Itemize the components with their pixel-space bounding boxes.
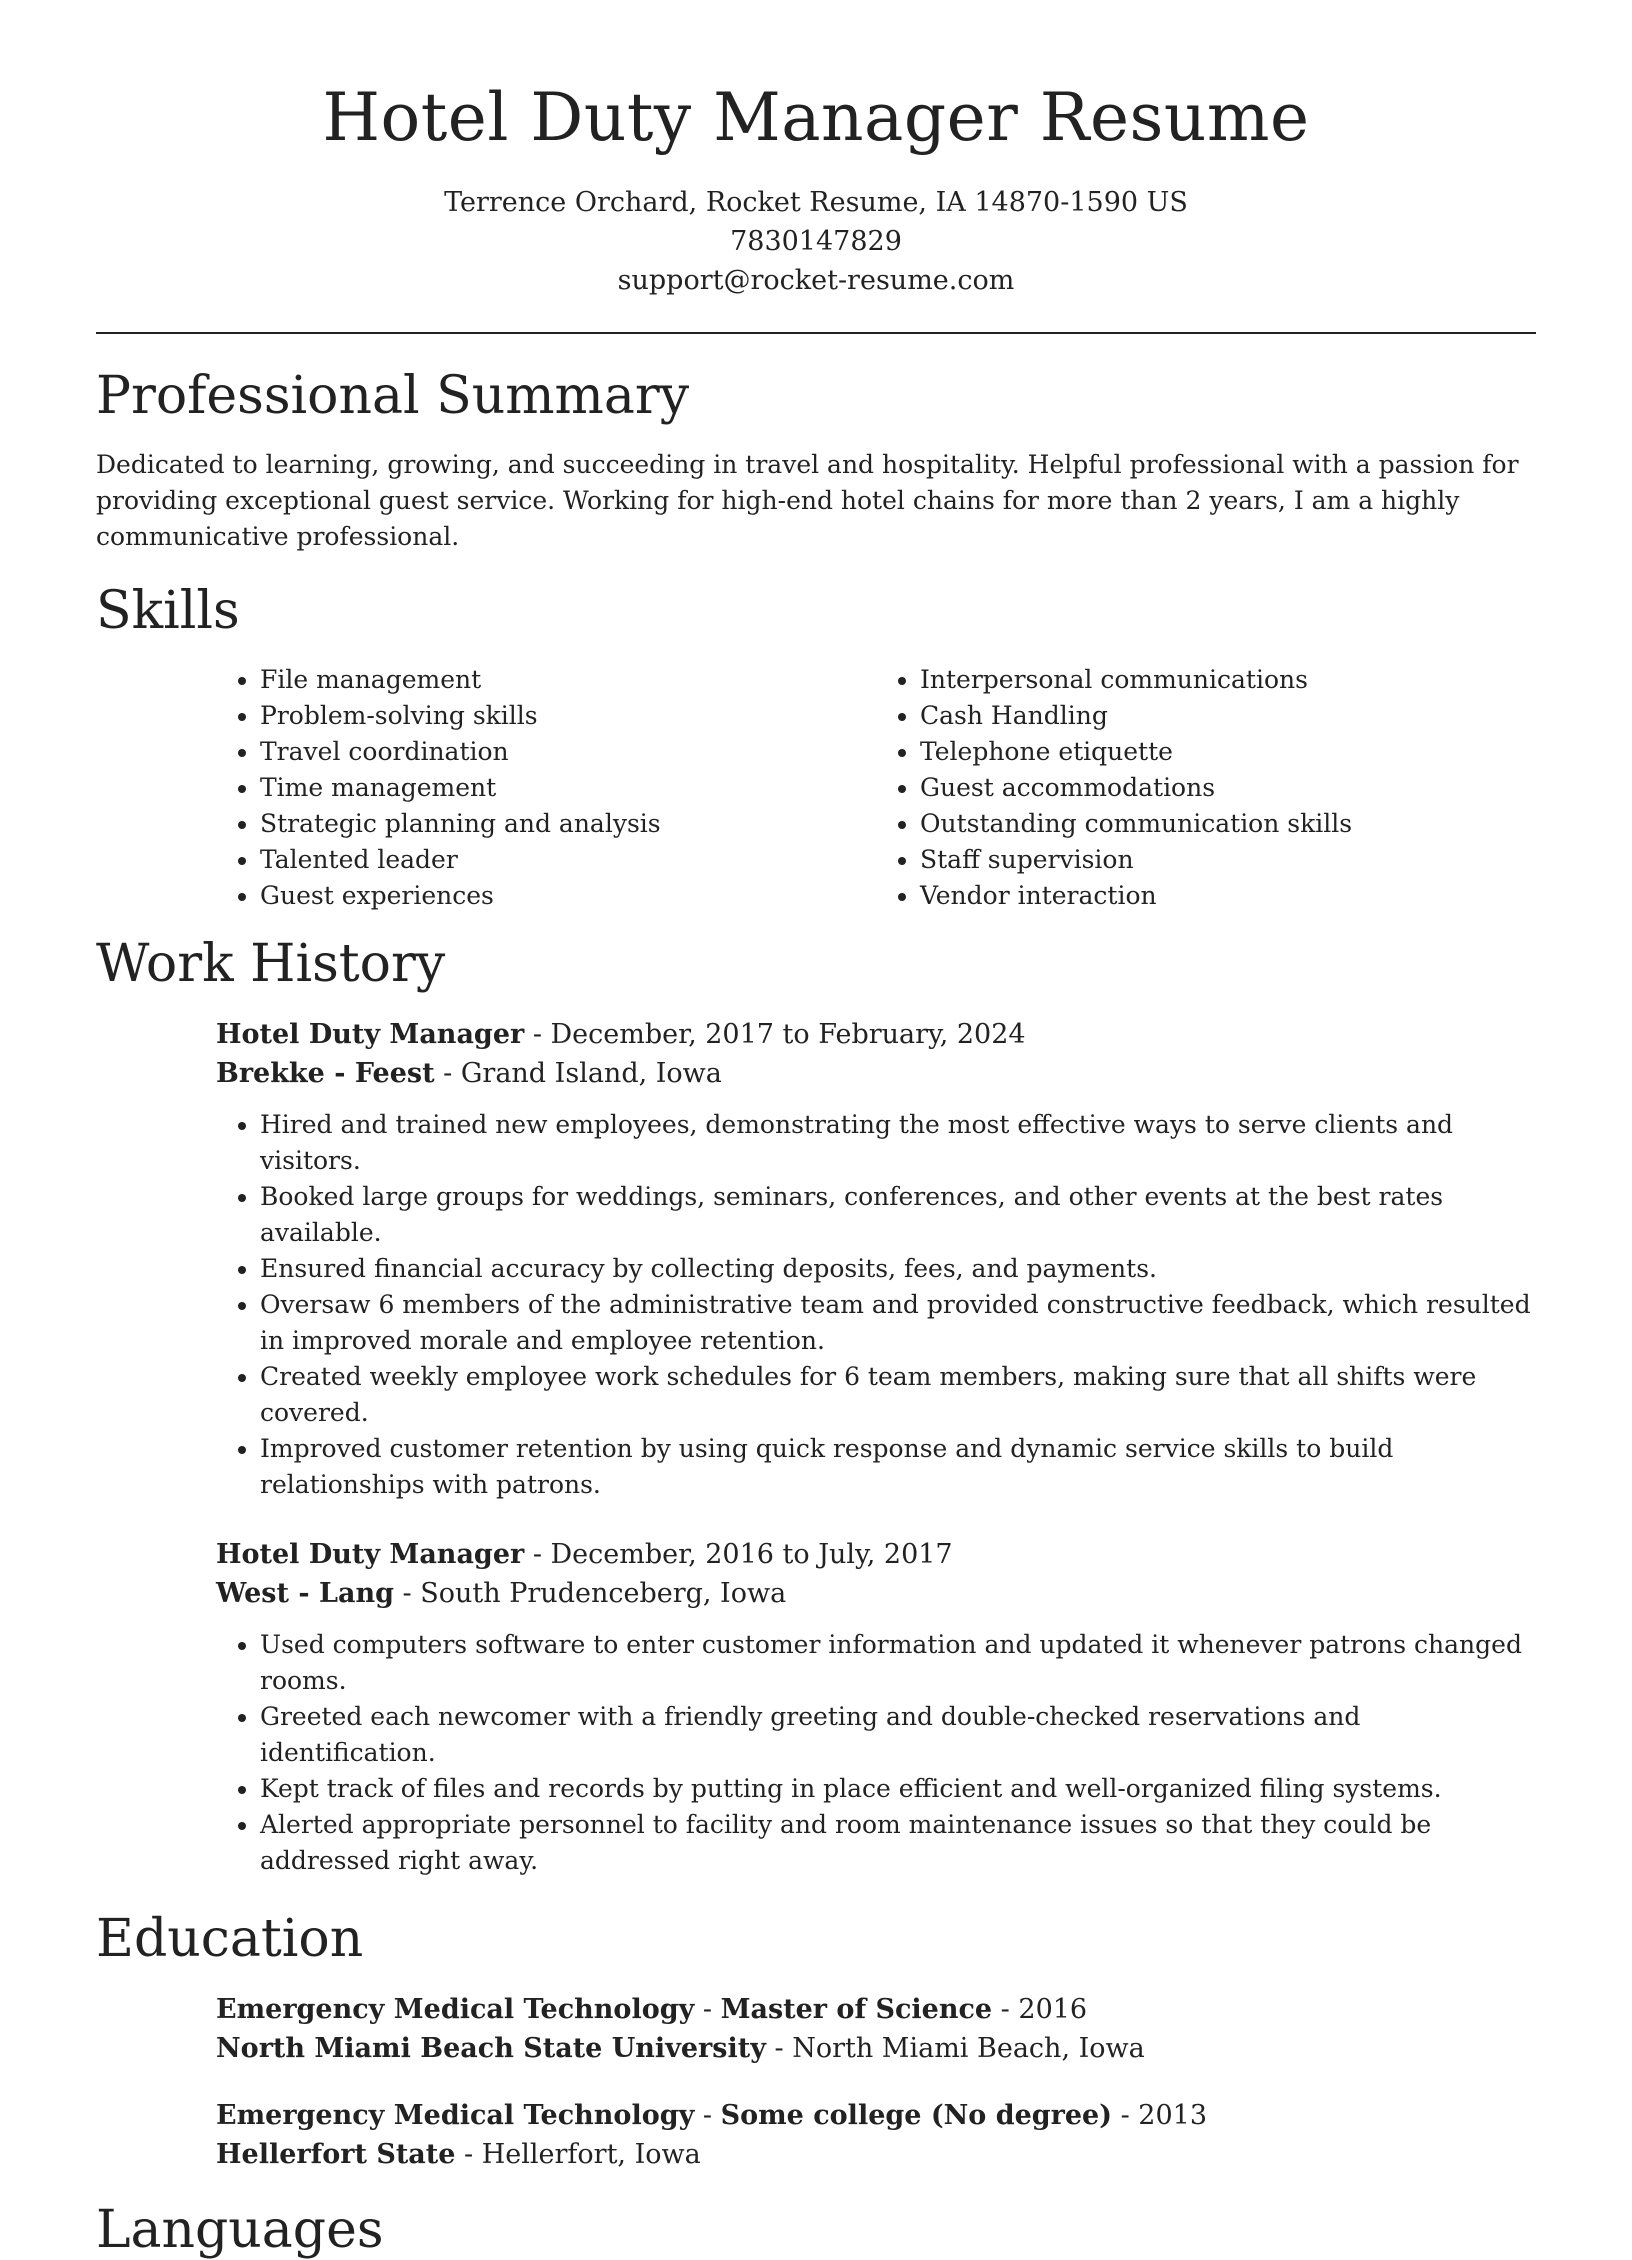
job-bullet: • Kept track of files and records by putting in place efficient and well-organized filing systems. [260, 1771, 1536, 1807]
contact-address: Terrence Orchard, Rocket Resume, IA 14870-1590 US [444, 186, 1188, 218]
summary-section [96, 365, 1536, 555]
skill-item: • Interpersonal communications [920, 662, 1536, 698]
skill-item: • Problem-solving skills [260, 698, 876, 734]
education-degree: Master of Science [720, 1994, 993, 2026]
skills-list-right [876, 662, 1536, 914]
education-field: Emergency Medical Technology [216, 2100, 695, 2132]
education-degree: Some college (No degree) [720, 2100, 1112, 2132]
job-company-line: West - Lang - South Prudenceberg, Iowa [216, 1578, 787, 1610]
job-bullet: • Alerted appropriate personnel to facility and room maintenance issues so that they could be addressed right away. [260, 1807, 1536, 1879]
contact-phone: 7830147829 [730, 225, 902, 257]
skill-item: • Strategic planning and analysis [260, 806, 876, 842]
education-year: 2016 [1018, 1994, 1088, 2026]
contact-email: support@rocket-resume.com [617, 264, 1015, 296]
job-bullet: • Created weekly employee work schedules for 6 team members, making sure that all shifts were covered. [260, 1359, 1536, 1431]
skill-item: • Travel coordination [260, 734, 876, 770]
job-bullet: • Hired and trained new employees, demonstrating the most effective ways to serve clients and visitors. [260, 1107, 1536, 1179]
education-heading: Education [96, 1909, 364, 1970]
job-bullets [216, 1107, 1536, 1503]
job-location: Grand Island, Iowa [460, 1058, 722, 1090]
job-bullet: • Used computers software to enter customer information and updated it whenever patrons changed rooms. [260, 1627, 1536, 1699]
work-history-section [96, 933, 1536, 1879]
summary-heading: Professional Summary [96, 365, 690, 426]
job-bullet: • Ensured financial accuracy by collecting deposits, fees, and payments. [260, 1251, 1536, 1287]
job-bullets [216, 1627, 1536, 1879]
job-bullet: • Greeted each newcomer with a friendly greeting and double-checked reservations and identification. [260, 1699, 1536, 1771]
job-bullet: • Oversaw 6 members of the administrative team and provided constructive feedback, which resulted in improved morale and employee retention. [260, 1287, 1536, 1359]
skill-item: • Cash Handling [920, 698, 1536, 734]
job-bullet: • Improved customer retention by using quick response and dynamic service skills to build relationships with patrons. [260, 1431, 1536, 1503]
education-location: North Miami Beach, Iowa [792, 2033, 1145, 2065]
education-school: North Miami Beach State University [216, 2033, 766, 2065]
education-section [96, 1911, 1536, 2174]
education-year: 2013 [1138, 2100, 1208, 2132]
education-entry [216, 1990, 1536, 2068]
skill-item: • File management [260, 662, 876, 698]
skill-item: • Outstanding communication skills [920, 806, 1536, 842]
job-dates: December, 2017 to February, 2024 [550, 1019, 1026, 1051]
languages-heading: Languages [96, 2200, 384, 2260]
skill-item: • Guest experiences [260, 878, 876, 914]
skill-item: • Time management [260, 770, 876, 806]
job-entry [216, 1535, 1536, 1879]
job-title: Hotel Duty Manager [216, 1019, 525, 1051]
summary-text: Dedicated to learning, growing, and succeeding in travel and hospitality. Helpful professional with a passion for providing exceptional guest service. Working for high-end hotel chains for more than 2 years, I am a highly communicative professional. [96, 449, 1519, 551]
skill-item: • Telephone etiquette [920, 734, 1536, 770]
education-school: Hellerfort State [216, 2139, 456, 2171]
job-dates: December, 2016 to July, 2017 [550, 1539, 953, 1571]
education-school-line: Hellerfort State - Hellerfort, Iowa [216, 2139, 701, 2171]
skill-item: • Talented leader [260, 842, 876, 878]
education-location: Hellerfort, Iowa [481, 2139, 701, 2171]
work-history-heading: Work History [96, 933, 446, 994]
header-divider [96, 332, 1536, 334]
skills-heading: Skills [96, 580, 240, 641]
job-title-line: Hotel Duty Manager - December, 2017 to February, 2024 [216, 1019, 1026, 1051]
job-title: Hotel Duty Manager [216, 1539, 525, 1571]
job-title-line: Hotel Duty Manager - December, 2016 to July, 2017 [216, 1539, 953, 1571]
page-title: Hotel Duty Manager Resume [322, 79, 1310, 156]
education-school-line: North Miami Beach State University - North Miami Beach, Iowa [216, 2033, 1145, 2065]
skill-item: • Guest accommodations [920, 770, 1536, 806]
skill-item: • Staff supervision [920, 842, 1536, 878]
education-degree-line: Emergency Medical Technology - Some college (No degree) - 2013 [216, 2100, 1208, 2132]
job-company: West - Lang [216, 1578, 394, 1610]
skills-section [96, 580, 1536, 914]
resume-header [96, 0, 1536, 300]
job-company-line: Brekke - Feest - Grand Island, Iowa [216, 1058, 722, 1090]
skills-columns [216, 662, 1536, 914]
education-entry [216, 2096, 1536, 2174]
skill-item: • Vendor interaction [920, 878, 1536, 914]
skills-list-left [216, 662, 876, 914]
job-location: South Prudenceberg, Iowa [420, 1578, 787, 1610]
languages-section [96, 2202, 1536, 2259]
job-entry [216, 1015, 1536, 1503]
education-degree-line: Emergency Medical Technology - Master of Science - 2016 [216, 1994, 1088, 2026]
job-company: Brekke - Feest [216, 1058, 435, 1090]
education-field: Emergency Medical Technology [216, 1994, 695, 2026]
job-bullet: • Booked large groups for weddings, seminars, conferences, and other events at the best rates available. [260, 1179, 1536, 1251]
